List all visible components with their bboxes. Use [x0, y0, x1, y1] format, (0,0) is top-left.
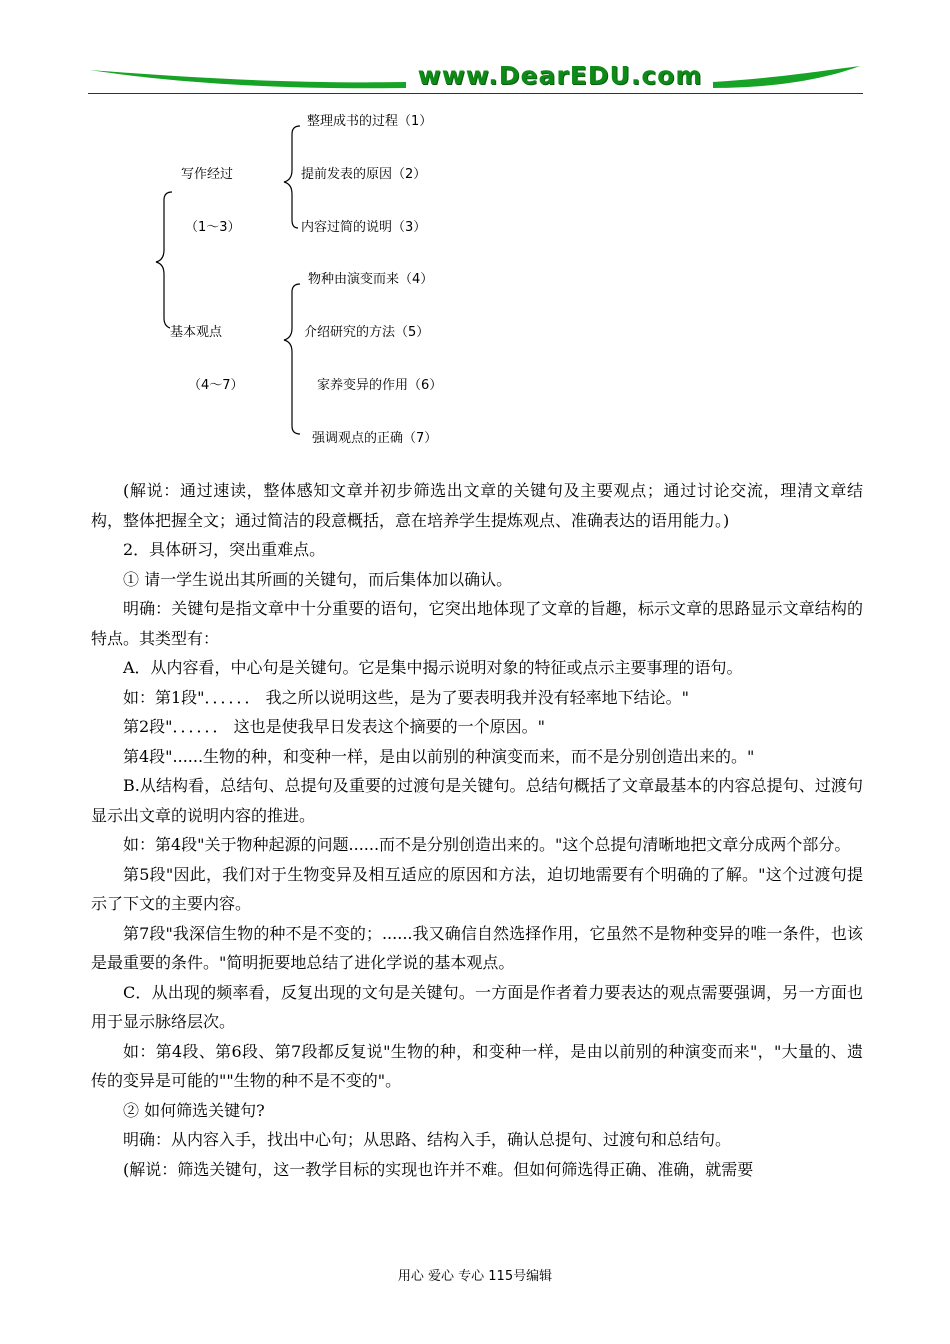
- item-organize-book: 整理成书的过程（1）: [307, 114, 433, 129]
- brace-basic-views: [284, 284, 300, 434]
- site-header: [88, 60, 863, 96]
- paragraph-step-2: ② 如何筛选关键句?: [123, 1100, 265, 1120]
- paragraph-example-2: 第2段"．．．．．． 这也是使我早日发表这个摘要的一个原因。": [123, 717, 545, 736]
- paragraph-type-c: C．从出现的频率看，反复出现的文句是关键句。一方面是作者着力要表达的观点需要强调，另一方面也用于显示脉络层次。: [91, 982, 863, 1031]
- item-species-evolve: 物种由演变而来（4）: [308, 272, 434, 287]
- paragraph-heading-2: 2．具体研习，突出重难点。: [123, 540, 326, 559]
- site-logo[interactable]: www.DearEDU.com: [417, 61, 703, 90]
- branch-label-basic-views: 基本观点: [170, 325, 223, 340]
- page-footer: 用心 爱心 专心 115号编辑: [397, 1269, 553, 1284]
- item-research-method: 介绍研究的方法（5）: [304, 325, 430, 340]
- header-rule: [88, 93, 863, 94]
- paragraph-explain-2: (解说：筛选关键句，这一教学目标的实现也许并不难。但如何筛选得正确、准确，就需要: [123, 1159, 754, 1179]
- paragraph-example-1: 如：第1段"．．．．．． 我之所以说明这些，是为了要表明我并没有轻率地下结论。": [123, 687, 689, 707]
- structure-diagram: [150, 100, 470, 460]
- item-domestic-variation: 家养变异的作用（6）: [317, 378, 443, 393]
- paragraph-example-b5: 第5段"因此，我们对于生物变异及相互适应的原因和方法，迫切地需要有个明确的了解。"这个过渡句提示了下文的主要内容。: [91, 864, 863, 913]
- branch-label-writing-process: 写作经过: [181, 167, 234, 182]
- outer-brace: [156, 192, 172, 328]
- paragraph-type-b: B.从结构看，总结句、总提句及重要的过渡句是关键句。总结句概括了文章最基本的内容总提句、过渡句显示出文章的说明内容的推进。: [91, 776, 863, 825]
- item-early-publish: 提前发表的原因（2）: [301, 167, 427, 182]
- branch-range-writing-process: （1～3）: [185, 220, 241, 235]
- item-view-correct: 强调观点的正确（7）: [312, 431, 438, 446]
- paragraph-example-4: 第4段"......生物的种，和变种一样，是由以前别的种演变而来，而不是分别创造出来的。": [123, 746, 755, 766]
- branch-range-basic-views: （4～7）: [188, 378, 244, 393]
- lesson-body: [91, 476, 863, 1184]
- paragraph-step-1: ① 请一学生说出其所画的关键句，而后集体加以确认。: [123, 569, 513, 589]
- paragraph-explain-1: (解说：通过速读，整体感知文章并初步筛选出文章的关键句及主要观点；通过讨论交流，理清文章结构，整体把握全文；通过简洁的段意概括，意在培养学生提炼观点、准确表达的语用能力。): [91, 481, 863, 530]
- paragraph-example-b7: 第7段"我深信生物的种不是不变的；......我又确信自然选择作用，它虽然不是物种变异的唯一条件，也该是最重要的条件。"简明扼要地总结了进化学说的基本观点。: [91, 923, 863, 972]
- paragraph-clarify-definition: 明确：关键句是指文章中十分重要的语句，它突出地体现了文章的旨趣，标示文章的思路显示文章结构的特点。其类型有：: [91, 599, 863, 648]
- paragraph-example-b4: 如：第4段"关于物种起源的问题......而不是分别创造出来的。"这个总提句清晰地把文章分成两个部分。: [123, 835, 851, 854]
- item-brief-content: 内容过简的说明（3）: [301, 220, 427, 235]
- brace-writing-process: [284, 126, 300, 228]
- paragraph-example-c: 如：第4段、第6段、第7段都反复说"生物的种，和变种一样，是由以前别的种演变而来"，"大量的、遗传的变异是可能的""生物的种不是不变的"。: [91, 1041, 863, 1090]
- paragraph-type-a: A．从内容看，中心句是关键句。它是集中揭示说明对象的特征或点示主要事理的语句。: [123, 658, 743, 677]
- paragraph-clarify-method: 明确：从内容入手，找出中心句；从思路、结构入手，确认总提句、过渡句和总结句。: [123, 1130, 732, 1149]
